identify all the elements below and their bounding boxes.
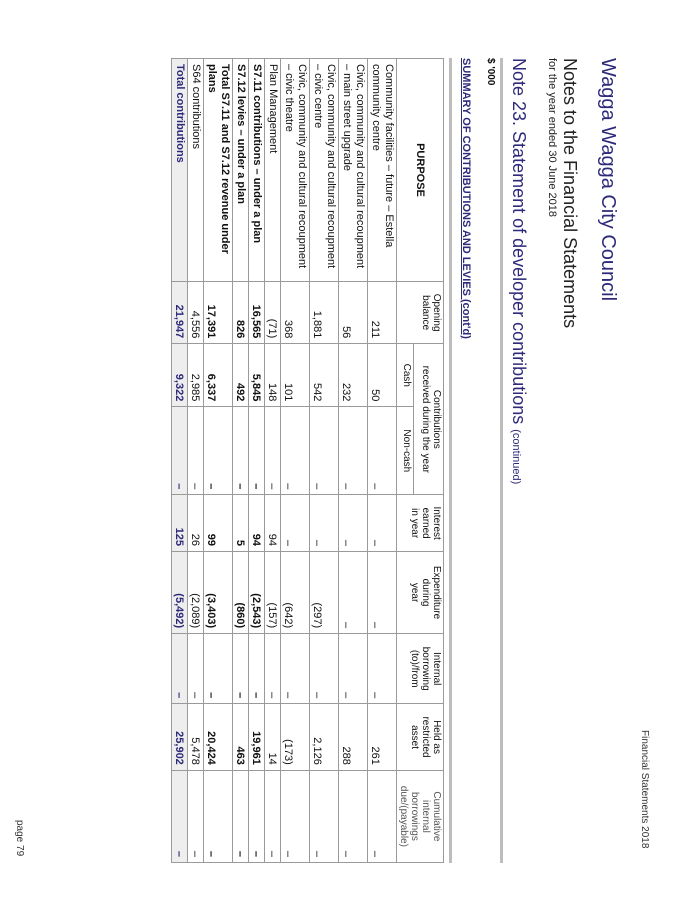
cell-cumulative: – [265, 770, 281, 862]
cell-interest: 94 [249, 495, 265, 552]
header-held: Held as restricted asset [397, 704, 444, 771]
cell-interest: 125 [172, 495, 188, 552]
divider [449, 58, 452, 863]
cell-cash: 542 [310, 344, 339, 407]
note-title [508, 58, 529, 484]
cell-noncash: – [188, 407, 204, 495]
table-row [281, 59, 310, 863]
cell-interest: 5 [233, 495, 249, 552]
note-continued: (continued) [510, 429, 522, 485]
cell-held: 14 [265, 704, 281, 771]
purpose-line: S7.12 levies – under a plan [235, 64, 247, 205]
council-name: Wagga Wagga City Council [597, 58, 619, 302]
cell-opening: 826 [233, 282, 249, 344]
row-purpose [172, 59, 188, 282]
cell-noncash: – [281, 407, 310, 495]
cell-cash: 9,322 [172, 344, 188, 407]
row-purpose [368, 59, 397, 282]
cell-expenditure: (5,492) [172, 551, 188, 633]
row-purpose [310, 59, 339, 282]
header-purpose: PURPOSE [397, 59, 444, 282]
cell-cumulative: – [310, 770, 339, 862]
row-purpose [204, 59, 233, 282]
section-title: SUMMARY OF CONTRIBUTIONS AND LEVIES (cont'd) [460, 58, 472, 339]
cell-cumulative: – [204, 770, 233, 862]
cell-expenditure: (157) [265, 551, 281, 633]
cell-expenditure: (3,403) [204, 551, 233, 633]
header-expenditure: Expenditure during year [397, 551, 444, 633]
cell-internal: – [265, 634, 281, 704]
cell-held: 19,961 [249, 704, 265, 771]
cell-internal: – [310, 634, 339, 704]
cell-noncash: – [368, 407, 397, 495]
cell-noncash: – [265, 407, 281, 495]
cell-interest: – [339, 495, 368, 552]
table-row [233, 59, 249, 863]
header-opening: Opening balance [397, 282, 444, 344]
header-internal: Internal borrowing (to)/from [397, 634, 444, 704]
cell-internal: – [233, 634, 249, 704]
cell-cash: 50 [368, 344, 397, 407]
cell-internal: – [281, 634, 310, 704]
cell-held: 25,902 [172, 704, 188, 771]
row-purpose [233, 59, 249, 282]
cell-opening: 4,556 [188, 282, 204, 344]
cell-held: 288 [339, 704, 368, 771]
cell-opening: 368 [281, 282, 310, 344]
purpose-line: Plan Management [267, 64, 279, 154]
cell-held: 463 [233, 704, 249, 771]
header-interest: Interest earned in year [397, 495, 444, 552]
header-cumulative: Cumulative internal borrowings due/(payable) [397, 770, 444, 862]
cell-expenditure: (297) [310, 551, 339, 633]
cell-noncash: – [172, 407, 188, 495]
cell-cash: 148 [265, 344, 281, 407]
note-title-text: Note 23. Statement of developer contributions [509, 58, 529, 425]
purpose-line: Civic, community and cultural recoupment [325, 64, 337, 269]
cell-internal: – [249, 634, 265, 704]
cell-cumulative: – [249, 770, 265, 862]
cell-held: 5,478 [188, 704, 204, 771]
purpose-line: S7.11 contributions – under a plan [251, 64, 263, 244]
cell-noncash: – [310, 407, 339, 495]
purpose-line: – main street upgrade [341, 64, 353, 172]
purpose-line: Total S7.11 and S7.12 revenue under plans [206, 64, 231, 254]
table-row [204, 59, 233, 863]
purpose-line: S64 contributions [190, 64, 202, 149]
cell-cumulative: – [172, 770, 188, 862]
cell-opening: 21,947 [172, 282, 188, 344]
cell-cash: 232 [339, 344, 368, 407]
header-contributions: Contributions received during the year [413, 344, 443, 495]
table-row [249, 59, 265, 863]
cell-internal: – [172, 634, 188, 704]
cell-noncash: – [233, 407, 249, 495]
cell-cash: 101 [281, 344, 310, 407]
row-purpose [339, 59, 368, 282]
cell-internal: – [204, 634, 233, 704]
cell-cumulative: – [281, 770, 310, 862]
notes-title: Notes to the Financial Statements [560, 58, 580, 329]
cell-cash: 6,337 [204, 344, 233, 407]
cell-interest: 99 [204, 495, 233, 552]
table-row [172, 59, 188, 863]
cell-opening: 211 [368, 282, 397, 344]
row-purpose [265, 59, 281, 282]
divider [500, 58, 503, 863]
cell-interest: – [368, 495, 397, 552]
cell-opening: 56 [339, 282, 368, 344]
running-title: Financial Statements 2018 [639, 730, 650, 849]
cell-expenditure: (860) [233, 551, 249, 633]
cell-opening: 16,565 [249, 282, 265, 344]
contributions-table [171, 58, 444, 863]
cell-opening: (71) [265, 282, 281, 344]
cell-internal: – [188, 634, 204, 704]
row-purpose [281, 59, 310, 282]
cell-cumulative: – [368, 770, 397, 862]
cell-held: 261 [368, 704, 397, 771]
purpose-line: Civic, community and cultural recoupment [296, 64, 308, 269]
purpose-line: Community facilities – future – Estella [383, 64, 395, 248]
cell-cash: 5,845 [249, 344, 265, 407]
units-label: $ '000 [485, 58, 496, 86]
cell-opening: 1,881 [310, 282, 339, 344]
cell-noncash: – [204, 407, 233, 495]
cell-held: (173) [281, 704, 310, 771]
cell-expenditure: – [339, 551, 368, 633]
cell-cumulative: – [188, 770, 204, 862]
row-purpose [249, 59, 265, 282]
notes-subtitle: for the year ended 30 June 2018 [546, 58, 558, 218]
cell-interest: – [281, 495, 310, 552]
cell-held: 2,126 [310, 704, 339, 771]
table-row [339, 59, 368, 863]
cell-interest: 26 [188, 495, 204, 552]
cell-expenditure: (2,089) [188, 551, 204, 633]
table-row [188, 59, 204, 863]
cell-expenditure: – [368, 551, 397, 633]
row-purpose [188, 59, 204, 282]
cell-opening: 17,391 [204, 282, 233, 344]
table-row [265, 59, 281, 863]
purpose-line: – civic centre [312, 64, 324, 129]
purpose-line: – civic theatre [283, 64, 295, 132]
header-noncash: Non-cash [397, 407, 414, 495]
header-cash: Cash [397, 344, 414, 407]
cell-cumulative: – [339, 770, 368, 862]
cell-cash: 492 [233, 344, 249, 407]
cell-cumulative: – [233, 770, 249, 862]
cell-expenditure: (642) [281, 551, 310, 633]
cell-internal: – [339, 634, 368, 704]
cell-interest: 94 [265, 495, 281, 552]
purpose-line: Total contributions [174, 64, 186, 163]
cell-internal: – [368, 634, 397, 704]
purpose-line: community centre [370, 64, 382, 151]
cell-held: 20,424 [204, 704, 233, 771]
cell-expenditure: (2,543) [249, 551, 265, 633]
cell-cash: 2,985 [188, 344, 204, 407]
purpose-line: Civic, community and cultural recoupment [354, 64, 366, 269]
table-row [310, 59, 339, 863]
cell-noncash: – [249, 407, 265, 495]
table-row [368, 59, 397, 863]
cell-interest: – [310, 495, 339, 552]
cell-noncash: – [339, 407, 368, 495]
page-number: page 79 [14, 820, 25, 857]
